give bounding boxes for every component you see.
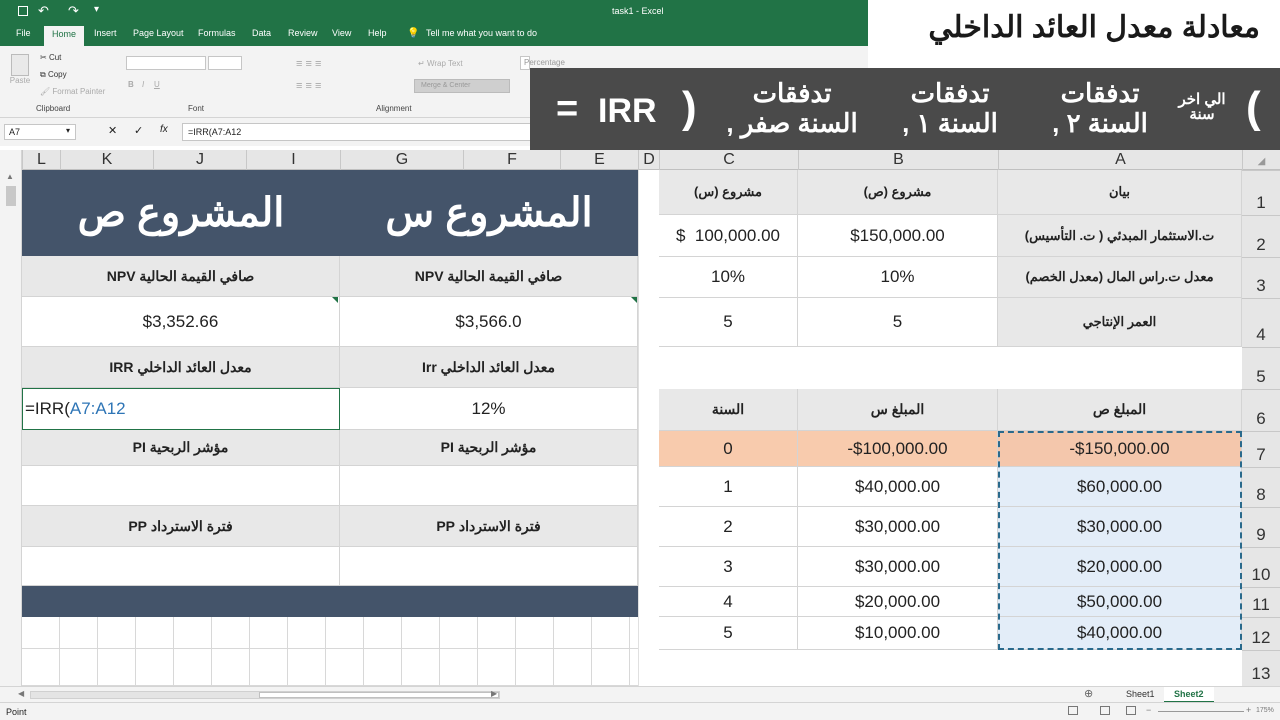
column-d-gap [638,170,659,686]
tell-me-box[interactable]: Tell me what you want to do [426,28,538,38]
cell-a3[interactable]: معدل ت.راس المال (معدل الخصم) [998,257,1242,298]
save-icon[interactable] [18,6,28,16]
cell-a4[interactable]: العمر الإنتاجي [998,298,1242,347]
cell-c6[interactable]: السنة [659,389,798,431]
align-icons-2[interactable]: ≡ ≡ ≡ [296,80,322,92]
project-x-title: المشروع س [340,170,638,256]
pi-label-x[interactable]: مؤشر الربحية PI [340,430,638,466]
row-header-8[interactable]: 8 [1242,467,1280,507]
add-sheet-icon[interactable]: ⊕ [1084,688,1094,700]
irr-label-x[interactable]: معدل العائد الداخلي Irr [340,347,638,388]
enter-icon[interactable]: ✓ [134,125,144,137]
empty-grid-area [22,617,638,686]
status-mode: Point [6,707,27,717]
cell-b1[interactable]: مشروع (ص) [798,170,998,215]
sheet-tabs-bar [0,686,1280,702]
pi-value-y[interactable] [22,466,340,506]
cell-c12[interactable]: 5 [659,617,798,650]
term-last: الي اخر سنة [1178,91,1226,123]
cell-b8[interactable]: $40,000.00 [798,467,998,507]
scroll-thumb[interactable] [6,186,16,206]
cell-a1[interactable]: بيان [998,170,1242,215]
cell-b6[interactable]: المبلغ س [798,389,998,431]
cell-a10[interactable]: $20,000.00 [998,547,1242,587]
open-paren: ( [1246,83,1261,132]
row-header-11[interactable]: 11 [1242,587,1280,617]
row-header-7[interactable]: 7 [1242,431,1280,467]
column-header-g[interactable]: G [340,150,463,170]
tab-insert[interactable]: Insert [94,28,117,38]
column-header-f[interactable]: F [463,150,560,170]
irr-formula-cell[interactable]: =IRR(A7:A12 [22,388,340,430]
cell-b12[interactable]: $10,000.00 [798,617,998,650]
underline-button[interactable]: U [154,80,160,89]
tab-formulas[interactable]: Formulas [198,28,236,38]
row-header-2[interactable]: 2 [1242,215,1280,257]
font-name-select[interactable] [126,56,206,70]
horizontal-scroll-thumb[interactable] [259,692,499,698]
row-header-6[interactable]: 6 [1242,389,1280,431]
irr-formula-banner [530,68,1280,150]
tab-home[interactable]: Home [44,26,84,46]
column-headers [0,150,1280,170]
tab-view[interactable]: View [332,28,352,38]
window-title: task1 - Excel [612,6,664,16]
npv-value-x[interactable]: $3,566.0 [340,297,638,347]
number-format-select[interactable]: Percentage [520,56,530,70]
panel-footer-bar [22,586,638,617]
irr-value-x[interactable]: 12% [340,388,638,430]
cell-a7[interactable]: -$150,000.00 [998,431,1242,467]
pp-value-x[interactable] [340,547,638,586]
column-header-a[interactable]: A [998,150,1242,170]
cut-button[interactable]: ✂ Cut [40,53,62,62]
status-bar [0,702,1280,720]
format-painter-button[interactable]: 🖌 Format Painter [40,87,106,96]
name-box[interactable]: A7 [4,124,76,140]
zoom-out-icon[interactable]: − [1146,705,1152,715]
pp-value-y[interactable] [22,547,340,586]
paste-button[interactable]: Paste [8,52,32,92]
cell-b9[interactable]: $30,000.00 [798,507,998,547]
cell-c3[interactable]: 10% [659,257,798,298]
formula-input[interactable]: =IRR(A7:A12 [182,123,868,141]
bold-button[interactable]: B [128,80,134,89]
wrap-icon: ↵ [418,59,425,68]
cell-b7[interactable]: -$100,000.00 [798,431,998,467]
copy-button[interactable]: ⧉ Copy [40,70,67,79]
term-year2: تدفقات السنة ٢ , [1052,78,1148,138]
sheet-tab-sheet1[interactable]: Sheet1 [1126,689,1155,699]
column-header-e[interactable]: E [560,150,638,170]
tab-page-layout[interactable]: Page Layout [133,28,184,38]
npv-value-y[interactable]: $3,352.66 [22,297,340,347]
cell-c10[interactable]: 3 [659,547,798,587]
vertical-scrollbar[interactable] [0,150,22,686]
font-size-select[interactable] [208,56,242,70]
cell-b11[interactable]: $20,000.00 [798,587,998,617]
column-header-d[interactable]: D [638,150,659,170]
tab-review[interactable]: Review [288,28,318,38]
ribbon-tabs [0,24,868,46]
npv-label-y[interactable]: صافي القيمة الحالية NPV [22,256,340,297]
select-all-corner[interactable] [1242,150,1280,170]
customize-icon[interactable]: ▾ [94,4,100,15]
banner-title-text: معادلة معدل العائد الداخلي [928,11,1260,44]
term-year0: تدفقات السنة صفر , [726,78,858,138]
cell-a6[interactable]: المبلغ ص [998,389,1242,431]
scroll-up-icon[interactable]: ▲ [6,172,14,181]
redo-icon[interactable]: ↷ [68,3,79,18]
merge-center-button[interactable]: Merge & Center [414,79,510,93]
cell-b3[interactable]: 10% [798,257,998,298]
row-gridline [22,648,638,649]
row-header-12[interactable]: 12 [1242,617,1280,650]
italic-button[interactable]: I [142,80,145,89]
column-header-i[interactable]: I [246,150,340,170]
column-header-b[interactable]: B [798,150,998,170]
pi-value-x[interactable] [340,466,638,506]
cell-b4[interactable]: 5 [798,298,998,347]
tab-file[interactable]: File [16,28,31,38]
copy-icon: ⧉ [40,70,46,79]
note-indicator-icon [631,297,637,303]
cell-c11[interactable]: 4 [659,587,798,617]
npv-label-x[interactable]: صافي القيمة الحالية NPV [340,256,638,297]
horizontal-scrollbar[interactable] [30,691,500,699]
cancel-icon[interactable]: ✕ [108,125,118,137]
clipboard-icon [11,54,29,76]
row-header-13[interactable]: 13 [1242,650,1280,686]
note-indicator-icon [332,297,338,303]
cell-a11[interactable]: $50,000.00 [998,587,1242,617]
zoom-slider[interactable] [1158,711,1244,712]
font-group-label: Font [188,104,205,113]
brush-icon: 🖌 [40,87,51,96]
wrap-text-button[interactable]: ↵ Wrap Text [418,59,463,68]
irr-text: IRR [598,92,657,130]
zoom-in-icon[interactable]: + [1246,705,1252,715]
project-y-title: المشروع ص [22,170,340,256]
cell-a2[interactable]: ت.الاستثمار المبدئي ( ت. التأسيس) [998,215,1242,257]
cell-b2[interactable]: $150,000.00 [798,215,998,257]
cell-a9[interactable]: $30,000.00 [998,507,1242,547]
banner-title [868,0,1280,68]
pp-label-y[interactable]: فترة الاسترداد PP [22,506,340,547]
align-icons[interactable]: ≡ ≡ ≡ [296,58,322,70]
row-header-10[interactable]: 10 [1242,547,1280,587]
clipboard-group-label: Clipboard [36,104,71,113]
pp-label-x[interactable]: فترة الاسترداد PP [340,506,638,547]
row-header-3[interactable]: 3 [1242,257,1280,298]
column-header-c[interactable]: C [659,150,798,170]
function-icon[interactable]: fx [160,124,168,135]
scissors-icon: ✂ [40,53,47,62]
pi-label-y[interactable]: مؤشر الربحية PI [22,430,340,466]
scroll-right-icon[interactable]: ▶ [491,689,498,698]
close-paren: ) [682,83,697,132]
name-box-dropdown-icon[interactable]: ▾ [66,126,71,135]
column-header-k[interactable]: K [60,150,153,170]
cell-c7[interactable]: 0 [659,431,798,467]
sheet-tab-sheet2[interactable]: Sheet2 [1164,687,1214,703]
row-header-4[interactable]: 4 [1242,298,1280,347]
row-header-1[interactable]: 1 [1242,170,1280,215]
tab-help[interactable]: Help [368,28,387,38]
undo-icon[interactable]: ↶ [38,3,49,18]
cell-a12[interactable]: $40,000.00 [998,617,1242,650]
equals-sign: = [556,88,579,130]
irr-label-y[interactable]: معدل العائد الداخلي IRR [22,347,340,388]
column-header-l[interactable]: L [22,150,60,170]
cell-c9[interactable]: 2 [659,507,798,547]
range-selection-marquee [998,431,1242,650]
cell-c4[interactable]: 5 [659,298,798,347]
cell-c2[interactable]: $ 100,000.00 [659,215,798,257]
cell-a8[interactable]: $60,000.00 [998,467,1242,507]
column-header-j[interactable]: J [153,150,246,170]
row-header-5[interactable]: 5 [1242,347,1280,389]
cell-c1[interactable]: مشروع (س) [659,170,798,215]
alignment-group-label: Alignment [376,104,412,113]
corner-triangle-icon: ◢ [1257,156,1266,167]
row-header-9[interactable]: 9 [1242,507,1280,547]
zoom-level[interactable]: 175% [1256,707,1274,714]
cell-c8[interactable]: 1 [659,467,798,507]
cell-b10[interactable]: $30,000.00 [798,547,998,587]
scroll-left-icon[interactable]: ◀ [18,689,25,698]
term-year1: تدفقات السنة ١ , [902,78,998,138]
empty-row-13 [659,650,1242,686]
page-break-icon[interactable] [1126,706,1136,715]
tab-data[interactable]: Data [252,28,272,38]
title-bar [0,0,868,24]
lightbulb-icon: 💡 [407,28,420,39]
normal-view-icon[interactable] [1068,706,1078,715]
page-layout-icon[interactable] [1100,706,1110,715]
